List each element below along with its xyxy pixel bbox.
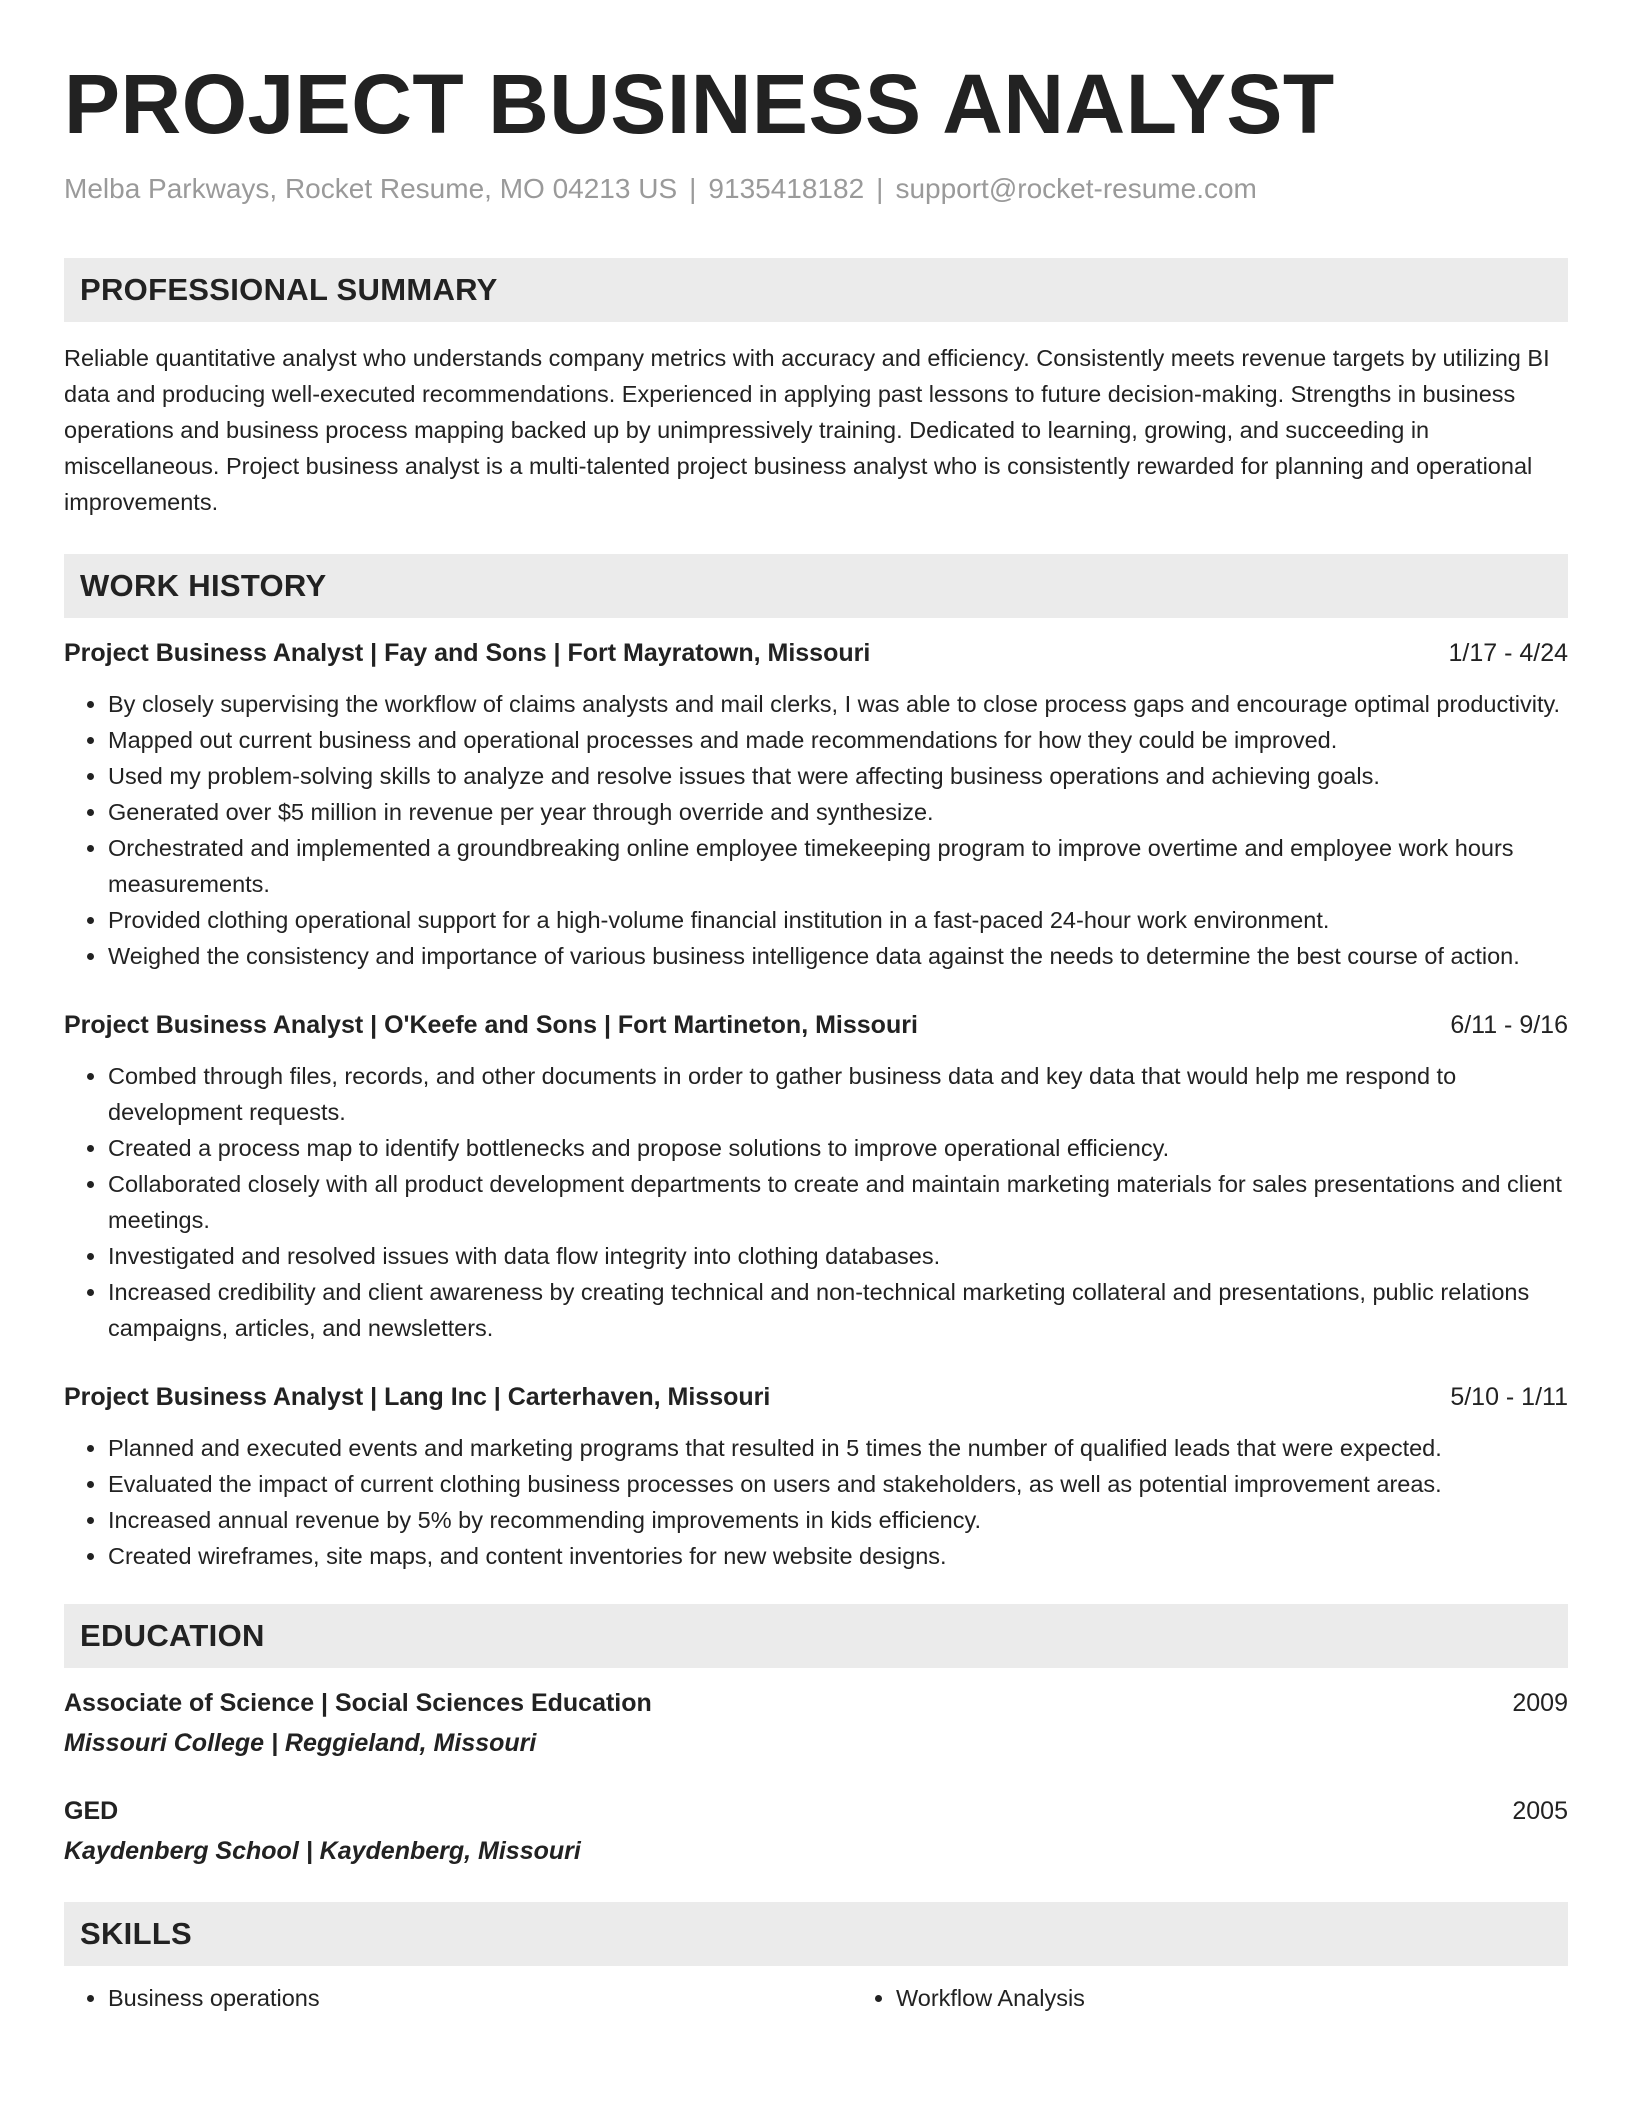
list-item: • Orchestrated and implemented a groundbreaking online employee timekeeping program to improve overtime and employee work hours measurements. xyxy=(108,830,1568,902)
job-header xyxy=(64,1008,1568,1042)
list-item: • Increased credibility and client awareness by creating technical and non-technical marketing collateral and presentations, public relations campaigns, articles, and newsletters. xyxy=(108,1274,1568,1346)
section-header-skills xyxy=(64,1902,1568,1966)
list-item: • Used my problem-solving skills to analyze and resolve issues that were affecting business operations and achieving goals. xyxy=(108,758,1568,794)
job-header xyxy=(64,1380,1568,1414)
contact-phone: 9135418182 xyxy=(708,173,865,204)
section-title: PROFESSIONAL SUMMARY xyxy=(80,272,498,307)
list-item: • Created wireframes, site maps, and content inventories for new website designs. xyxy=(108,1538,1568,1574)
section-title: EDUCATION xyxy=(80,1618,265,1653)
list-item: • Provided clothing operational support for a high-volume financial institution in a fast-paced 24-hour work environment. xyxy=(108,902,1568,938)
job-entry xyxy=(64,636,1568,974)
list-item: • Combed through files, records, and other documents in order to gather business data and key data that would help me respond to development requests. xyxy=(108,1058,1568,1130)
skills-column xyxy=(816,1980,1568,2016)
skills-list xyxy=(64,1980,1568,2016)
job-date: 6/11 - 9/16 xyxy=(1450,1011,1568,1039)
education-header xyxy=(64,1686,1568,1720)
education-school: Kaydenberg School | Kaydenberg, Missouri xyxy=(64,1837,581,1865)
list-item: • Evaluated the impact of current clothing business processes on users and stakeholders, as well as potential improvement areas. xyxy=(108,1466,1568,1502)
summary-text: Reliable quantitative analyst who understands company metrics with accuracy and efficiency. Consistently meets revenue targets by utilizing BI data and producing well-executed recommendations. Experienced in applying past lessons to future decision-making. Strengths in business operations and business process mapping backed up by unimpressively training. Dedicated to learning, growing, and succeeding in miscellaneous. Project business analyst is a multi-talented project business analyst who is consistently rewarded for planning and operational improvements. xyxy=(64,345,1550,515)
section-header-work xyxy=(64,554,1568,618)
job-bullets xyxy=(64,1430,1568,1574)
list-item: • Weighed the consistency and importance of various business intelligence data against the needs to determine the best course of action. xyxy=(108,938,1568,974)
list-item: • By closely supervising the workflow of claims analysts and mail clerks, I was able to close process gaps and encourage optimal productivity. xyxy=(108,686,1568,722)
list-item: • Planned and executed events and marketing programs that resulted in 5 times the number of qualified leads that were expected. xyxy=(108,1430,1568,1466)
list-item: • Created a process map to identify bottlenecks and propose solutions to improve operational efficiency. xyxy=(108,1130,1568,1166)
job-date: 5/10 - 1/11 xyxy=(1450,1383,1568,1411)
education-header xyxy=(64,1794,1568,1828)
education-degree: Associate of Science | Social Sciences Education xyxy=(64,1689,652,1717)
contact-email: support@rocket-resume.com xyxy=(895,173,1257,204)
list-item: • Collaborated closely with all product development departments to create and maintain marketing materials for sales presentations and client meetings. xyxy=(108,1166,1568,1238)
list-item: • Generated over $5 million in revenue per year through override and synthesize. xyxy=(108,794,1568,830)
page-title: PROJECT BUSINESS ANALYST xyxy=(64,57,1335,151)
job-bullets xyxy=(64,1058,1568,1346)
contact-separator: | xyxy=(689,173,697,204)
job-entry xyxy=(64,1380,1568,1574)
contact-separator: | xyxy=(876,173,884,204)
education-degree: GED xyxy=(64,1797,119,1825)
section-title: SKILLS xyxy=(80,1916,193,1951)
skill-item: • Workflow Analysis xyxy=(896,1980,1568,2016)
job-bullets xyxy=(64,686,1568,974)
list-item: • Mapped out current business and operational processes and made recommendations for how they could be improved. xyxy=(108,722,1568,758)
skill-item: • Business operations xyxy=(108,1980,816,2016)
education-year: 2005 xyxy=(1512,1797,1568,1825)
job-header xyxy=(64,636,1568,670)
education-entry xyxy=(64,1686,1568,1760)
section-title: WORK HISTORY xyxy=(80,568,327,603)
job-entry xyxy=(64,1008,1568,1346)
skills-column xyxy=(64,1980,816,2016)
education-school: Missouri College | Reggieland, Missouri xyxy=(64,1729,537,1757)
education-year: 2009 xyxy=(1512,1689,1568,1717)
job-date: 1/17 - 4/24 xyxy=(1448,639,1568,667)
section-header-summary xyxy=(64,258,1568,322)
list-item: • Investigated and resolved issues with data flow integrity into clothing databases. xyxy=(108,1238,1568,1274)
job-title: Project Business Analyst | O'Keefe and Sons | Fort Martineton, Missouri xyxy=(64,1011,918,1039)
job-title: Project Business Analyst | Lang Inc | Carterhaven, Missouri xyxy=(64,1383,771,1411)
section-header-education xyxy=(64,1604,1568,1668)
list-item: • Increased annual revenue by 5% by recommending improvements in kids efficiency. xyxy=(108,1502,1568,1538)
contact-address: Melba Parkways, Rocket Resume, MO 04213 US xyxy=(64,173,678,204)
job-title: Project Business Analyst | Fay and Sons | Fort Mayratown, Missouri xyxy=(64,639,871,667)
contact-line xyxy=(64,172,1568,206)
education-entry xyxy=(64,1794,1568,1868)
